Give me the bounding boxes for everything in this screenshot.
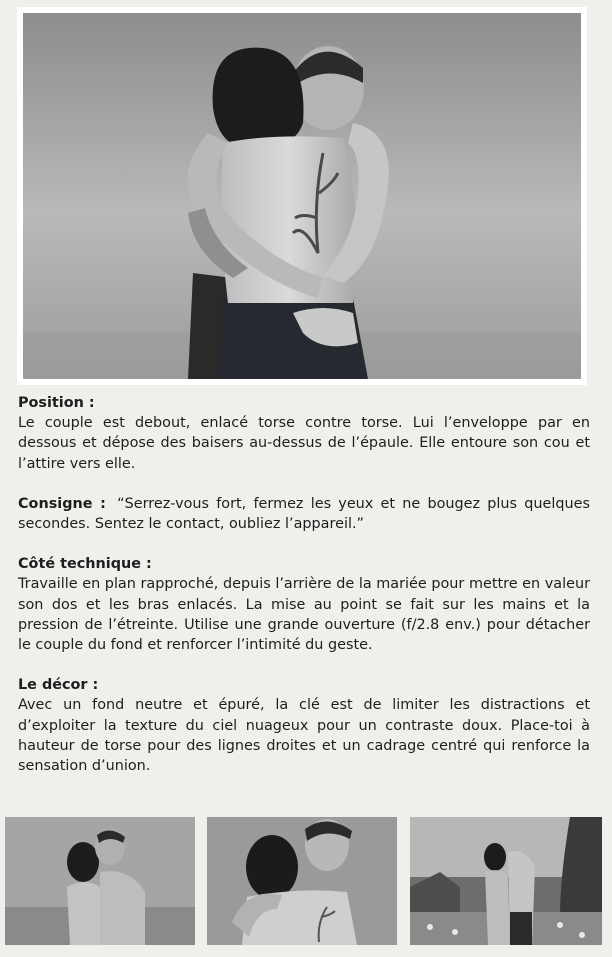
section-position (18, 393, 590, 474)
hero-photo (23, 13, 581, 379)
thumbnail-row (0, 817, 612, 945)
section-title: Le décor : (18, 677, 99, 694)
section-title: Consigne : (18, 495, 106, 512)
section-title: Position : (18, 395, 95, 411)
section-decor (18, 675, 590, 776)
section-title: Côté technique : (18, 556, 152, 573)
hero-photo-frame (17, 7, 587, 385)
instructions (18, 393, 590, 796)
section-body: Avec un fond neutre et épuré, la clé est de limiter les distractions et d’exploiter la texture du ciel nuageux pour un contraste doux. Place-toi à hauteur de torse pour des lignes droites et un cadrage centré qui renforce la sensation d’union. (18, 697, 590, 775)
section-body: Travaille en plan rapproché, depuis l’arrière de la mariée pour mettre en valeur son dos et les bras enlacés. La mise au point se fait sur les mains et la pression de l’étreinte. Utilise une grande ouverture (f/2.8 env.) pour détacher le couple du fond et renforcer l’intimité du geste. (18, 576, 590, 654)
section-body: “Serrez-vous fort, fermez les yeux et ne bougez plus quelques secondes. Sentez le contact, oubliez l’appareil.” (18, 495, 590, 533)
thumbnail-2 (207, 817, 397, 945)
thumbnail-3 (410, 817, 602, 945)
section-body: Le couple est debout, enlacé torse contre torse. Lui l’enveloppe par en dessous et dépose des baisers au-dessus de l’épaule. Elle entoure son cou et l’attire vers elle. (18, 415, 590, 472)
thumbnail-1 (5, 817, 195, 945)
section-consigne (18, 494, 590, 534)
section-technique (18, 554, 590, 655)
